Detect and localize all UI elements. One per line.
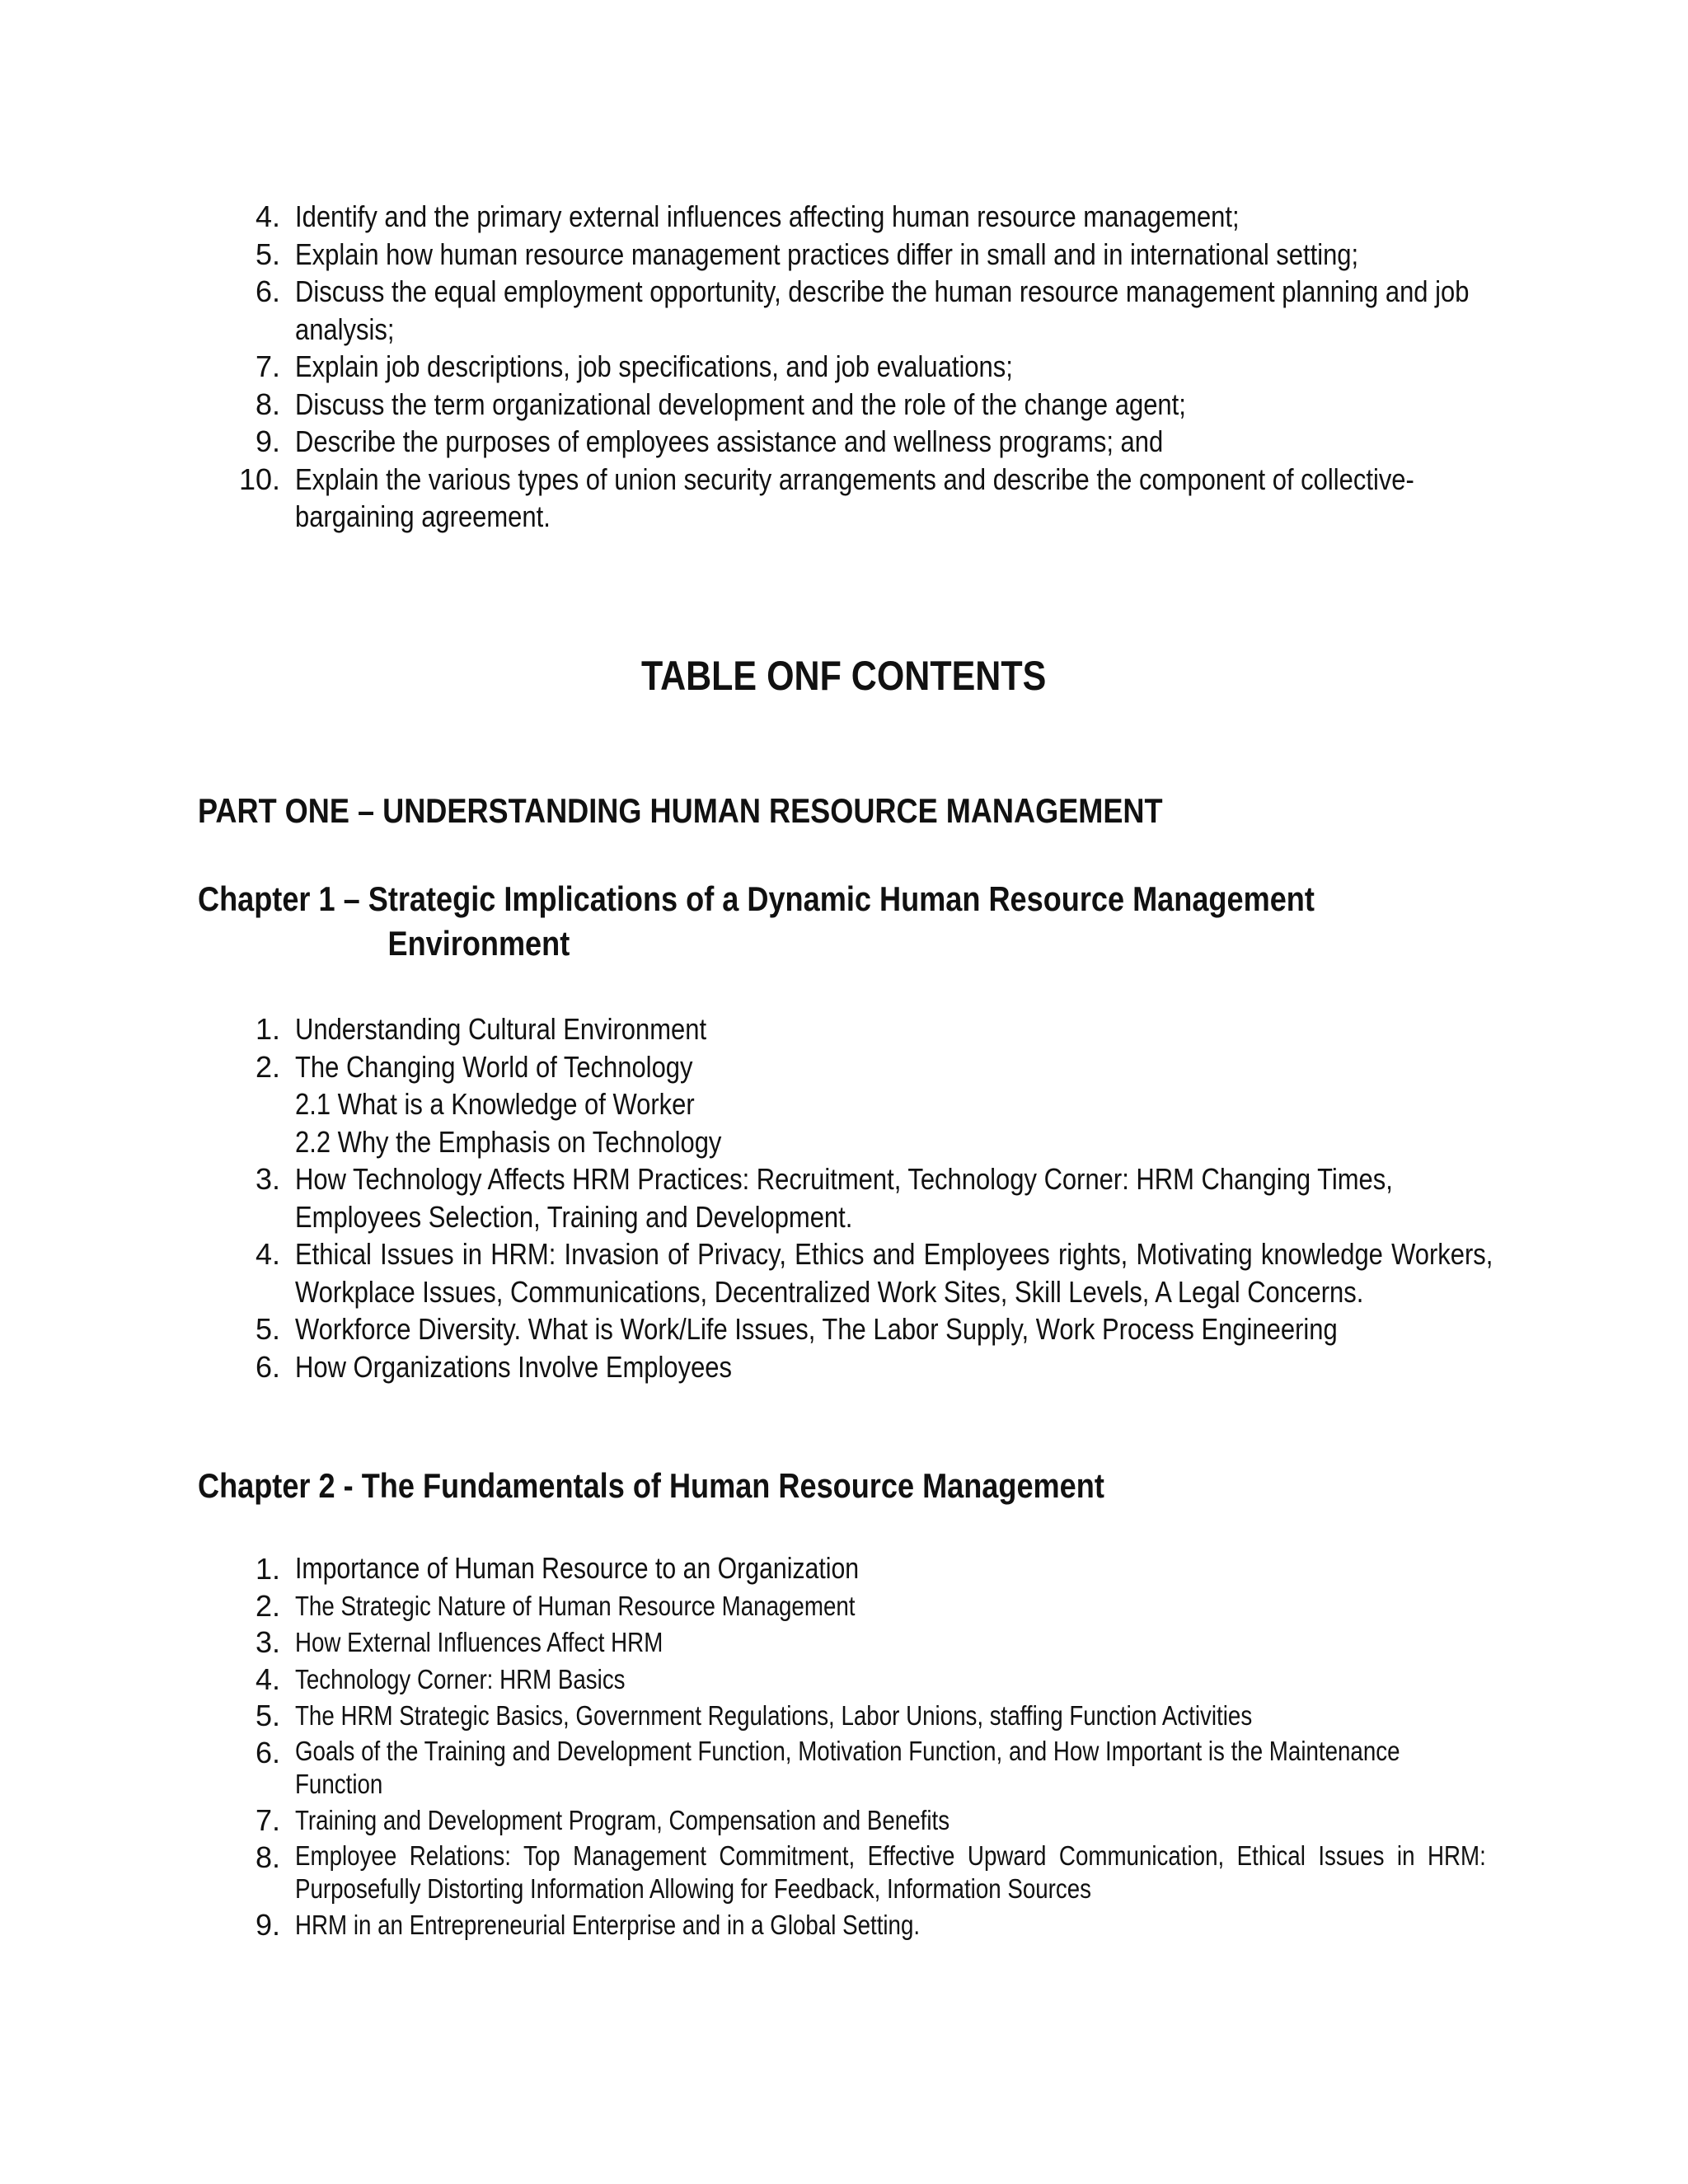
sub-list-number: 2.2 [295,1124,331,1159]
list-item [0,1588,1688,1625]
list-item [0,1010,1688,1048]
list-text: Ethical Issues in HRM: Invasion of Privacy, Ethics and Employees rights, Motivating knowledge Workers, Workplace Issues, Communications, Decentralized Work Sites, Skill Levels, A Legal Concerns. [295,1237,1493,1309]
chapter-1-title-line1: Chapter 1 – Strategic Implications of a Dynamic Human Resource Management [198,879,1315,918]
list-text: Technology Corner: HRM Basics [295,1663,626,1694]
list-number: 9. [255,1908,280,1942]
sub-list-text: What is a Knowledge of Worker [337,1087,695,1121]
list-item [0,236,1688,274]
list-number: 9. [255,424,280,458]
list-text: Employee Relations: Top Management Commitment, Effective Upward Communication, Ethical Issues in HRM: Purposefully Distorting Information Allowing for Feedback, Information Sources [295,1840,1486,1904]
list-text: Discuss the term organizational development and the role of the change agent; [295,387,1186,421]
list-item [0,1310,1688,1348]
list-text: Identify and the primary external influences affecting human resource management; [295,199,1240,233]
list-item [0,1698,1688,1735]
list-number: 7. [255,1803,280,1837]
list-item [0,461,1688,536]
list-text: The Changing World of Technology [295,1049,693,1084]
chapter-1-heading [198,877,1496,966]
chapter-1-title-line2: Environment [387,924,570,963]
list-number: 4. [255,1237,280,1271]
list-item [0,1048,1688,1086]
sub-list-text: Why the Emphasis on Technology [337,1124,722,1159]
list-number: 6. [255,274,280,308]
list-item [0,423,1688,461]
sub-list-item [0,1085,1688,1123]
toc-title: TABLE ONF CONTENTS [641,653,1047,699]
list-item [0,1551,1688,1588]
list-text: Goals of the Training and Development Function, Motivation Function, and How Important is the Maintenance Function [295,1735,1400,1799]
list-item [0,348,1688,386]
list-number: 1. [255,1552,280,1586]
list-item [0,273,1688,348]
sub-list-item [0,1123,1688,1161]
list-text: Explain job descriptions, job specifications, and job evaluations; [295,349,1013,383]
list-text: How Technology Affects HRM Practices: Recruitment, Technology Corner: HRM Changing Times, Employees Selection, Training and Development. [295,1162,1393,1234]
list-text: How Organizations Involve Employees [295,1349,733,1384]
objectives-list [0,198,1688,536]
list-text: How External Influences Affect HRM [295,1627,663,1657]
list-text: The HRM Strategic Basics, Government Regulations, Labor Unions, staffing Function Activities [295,1700,1253,1731]
list-item [0,198,1688,236]
chapter-1-list [0,1010,1688,1385]
list-number: 7. [255,349,280,383]
list-number: 1. [255,1012,280,1046]
list-item [0,386,1688,424]
list-number: 6. [255,1349,280,1384]
list-number: 5. [255,1699,280,1732]
list-number: 3. [255,1162,280,1196]
list-number: 4. [255,1661,280,1696]
list-number: 6. [255,1735,280,1769]
list-text: Explain the various types of union security arrangements and describe the component of collective-bargaining agreement. [295,462,1414,533]
list-text: Understanding Cultural Environment [295,1012,707,1046]
chapter-2-list [0,1551,1688,1944]
list-number: 3. [255,1625,280,1659]
list-number: 10. [238,462,280,496]
list-text: Discuss the equal employment opportunity, describe the human resource management planning and job analysis; [295,274,1470,346]
list-number: 5. [255,1312,280,1346]
part-one-heading: PART ONE – UNDERSTANDING HUMAN RESOURCE MANAGEMENT [198,791,1163,830]
list-text: Workforce Diversity. What is Work/Life Issues, The Labor Supply, Work Process Engineering [295,1312,1338,1346]
list-text: Importance of Human Resource to an Organization [295,1551,860,1585]
list-item [0,1160,1688,1235]
list-number: 5. [255,237,280,271]
list-text: The Strategic Nature of Human Resource Management [295,1590,856,1621]
list-item [0,1802,1688,1840]
list-item [0,1661,1688,1699]
list-text: Explain how human resource management practices differ in small and in international setting; [295,237,1359,271]
list-item [0,1907,1688,1944]
chapter-2-heading: Chapter 2 - The Fundamentals of Human Resource Management [198,1466,1104,1505]
list-number: 2. [255,1049,280,1084]
list-text: Training and Development Program, Compensation and Benefits [295,1805,950,1835]
list-item [0,1348,1688,1386]
list-text: HRM in an Entrepreneurial Enterprise and in a Global Setting. [295,1910,921,1940]
sub-list-number: 2.1 [295,1087,331,1121]
list-item [0,1840,1688,1908]
list-item [0,1624,1688,1661]
list-text: Describe the purposes of employees assistance and wellness programs; and [295,424,1164,458]
list-number: 8. [255,387,280,421]
list-item [0,1735,1688,1803]
list-item [0,1235,1688,1310]
list-number: 2. [255,1588,280,1623]
list-number: 4. [255,199,280,233]
list-number: 8. [255,1840,280,1874]
